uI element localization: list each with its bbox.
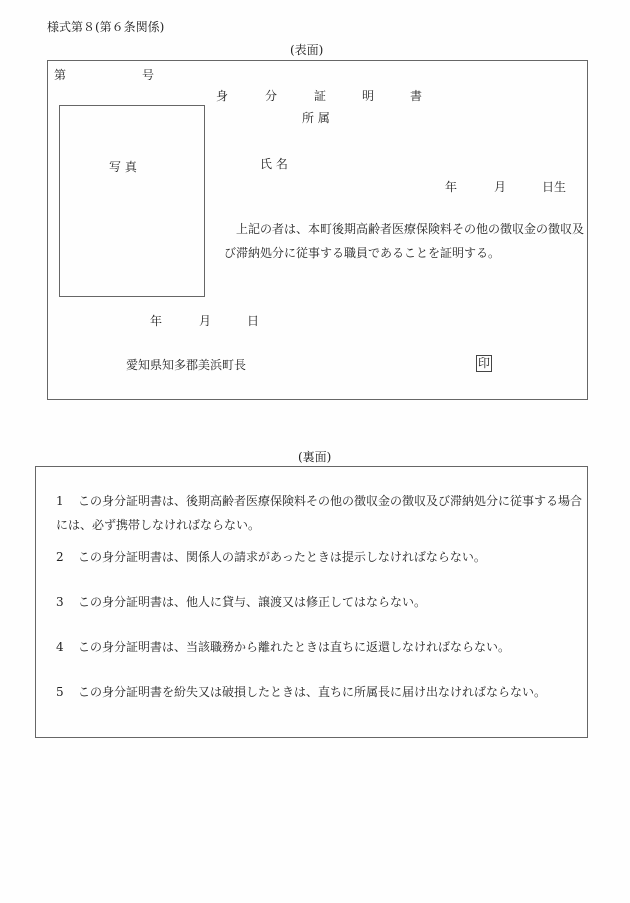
note-item [56, 635, 588, 659]
photo-frame [59, 105, 205, 297]
birth-year-label: 年 [445, 180, 458, 194]
title-char: 書 [410, 89, 423, 103]
front-card [47, 60, 588, 400]
note-text: この身分証明書は、関係人の請求があったときは提示しなければならない。 [78, 550, 486, 564]
number-prefix: 第 [54, 68, 67, 82]
note-text: この身分証明書は、当該職務から離れたときは直ちに返還しなければならない。 [78, 640, 511, 654]
title-char: 明 [362, 89, 375, 103]
certification-text: 上記の者は、本町後期高齢者医療保険料その他の徴収金の徴収及び滞納処分に従事する職員であることを証明する。 [224, 222, 585, 260]
note-item [56, 590, 588, 614]
front-caption: (表面) [290, 43, 324, 57]
affiliation-label: 所 属 [302, 111, 330, 125]
title-char: 身 [216, 89, 229, 103]
back-caption: (裏面) [298, 450, 332, 464]
title-char: 証 [314, 89, 327, 103]
note-text: この身分証明書は、後期高齢者医療保険料その他の徴収金の徴収及び滞納処分に従事する場合には、必ず携帯しなければならない。 [56, 494, 583, 532]
note-number: 5 [56, 685, 64, 699]
note-item [56, 680, 588, 704]
photo-label: 写 真 [109, 160, 137, 174]
issue-year-label: 年 [150, 314, 163, 328]
issuer-name: 愛知県知多郡美浜町長 [126, 358, 247, 372]
note-number: 2 [56, 550, 64, 564]
issue-day-label: 日 [247, 314, 260, 328]
note-text: この身分証明書は、他人に貸与、譲渡又は修正してはならない。 [78, 595, 427, 609]
note-number: 3 [56, 595, 64, 609]
note-text: この身分証明書を紛失又は破損したときは、直ちに所属長に届け出なければならない。 [78, 685, 547, 699]
note-item [56, 545, 588, 569]
issue-month-label: 月 [199, 314, 212, 328]
form-label: 様式第８(第６条関係) [47, 20, 165, 34]
note-item [56, 489, 588, 537]
note-number: 1 [56, 494, 64, 508]
title-char: 分 [265, 89, 278, 103]
birth-day-label: 日生 [542, 180, 567, 194]
number-suffix: 号 [142, 68, 155, 82]
note-number: 4 [56, 640, 64, 654]
birth-month-label: 月 [494, 180, 507, 194]
seal-mark: 印 [478, 356, 491, 370]
name-label: 氏 名 [260, 157, 288, 171]
